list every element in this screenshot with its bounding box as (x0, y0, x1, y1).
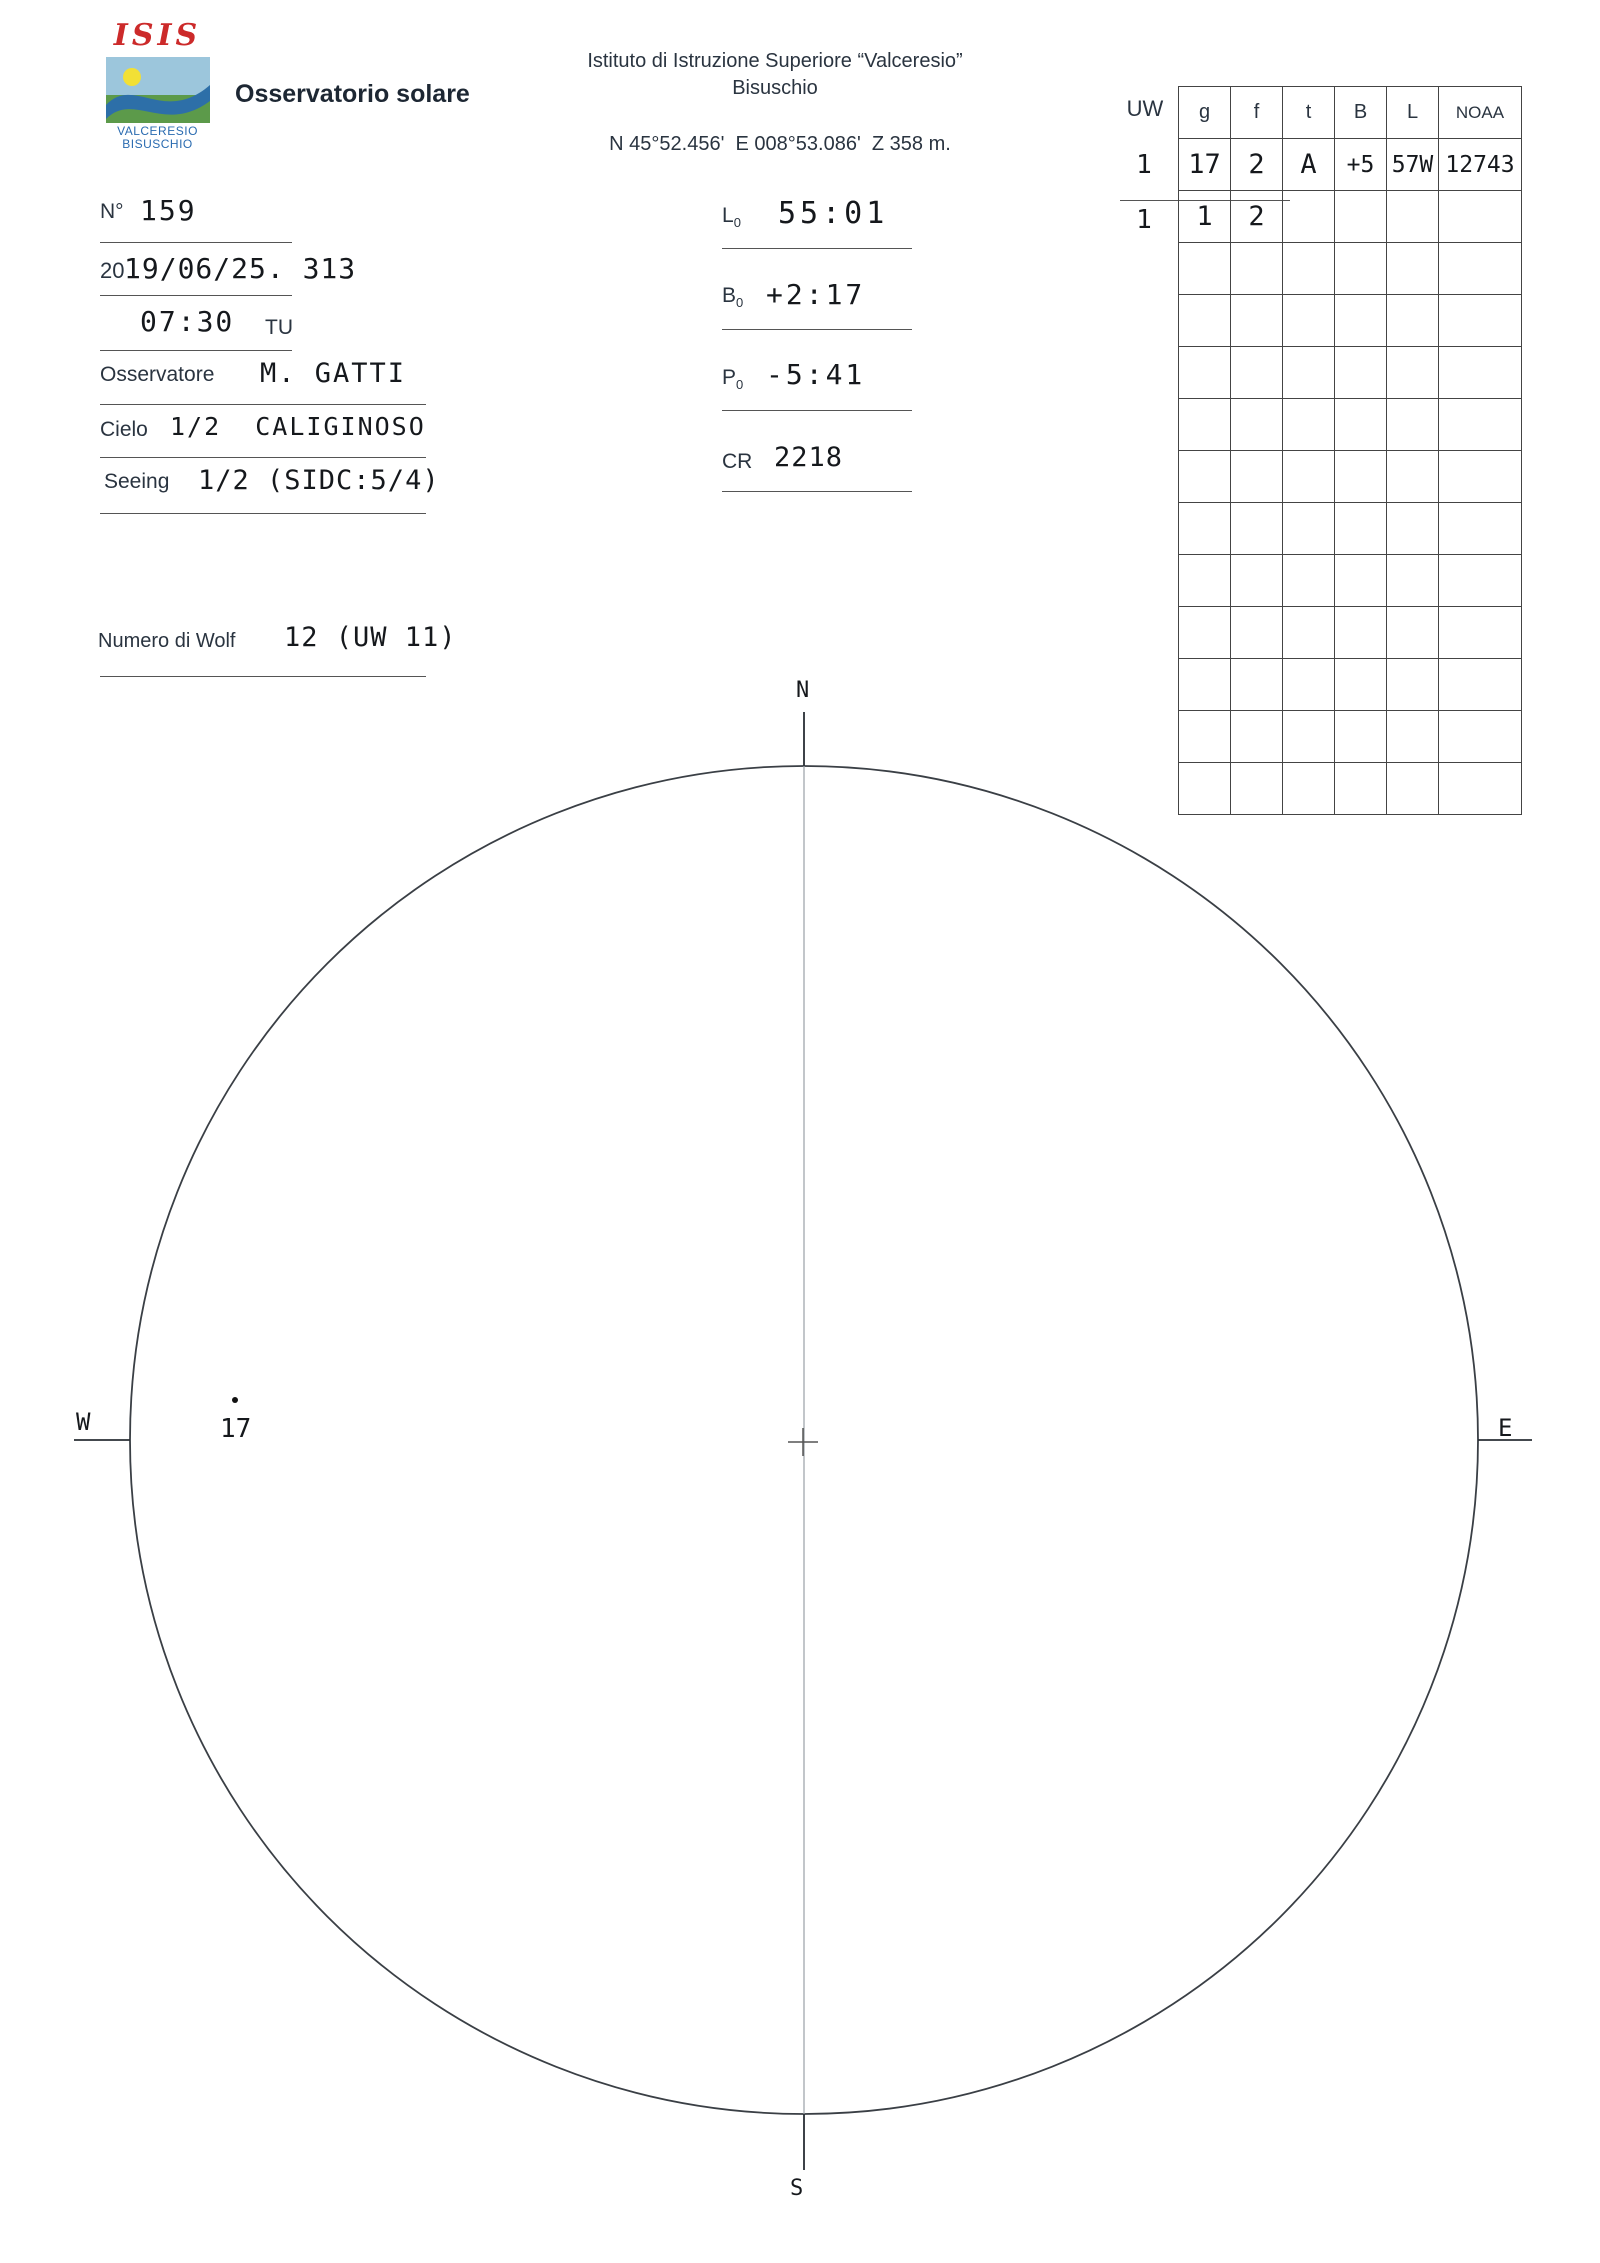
sunspot-marker (232, 1397, 238, 1403)
site-coordinates: N 45°52.456' E 008°53.086' Z 358 m. (609, 133, 951, 155)
date-value: 19/06/25. 313 (124, 252, 357, 285)
cell-f: 2 (1231, 191, 1283, 243)
date-prefix: 20 (100, 258, 125, 283)
cell-f: 2 (1231, 139, 1283, 191)
uw-header: UW (1126, 96, 1164, 121)
b0-letter: B (722, 284, 737, 307)
logo-wordmark: ISIS (113, 18, 202, 53)
cell-g: 1 (1179, 191, 1231, 243)
b0-value: +2:17 (766, 278, 866, 311)
wolf-label: Numero di Wolf (98, 630, 236, 652)
cell-t: A (1283, 139, 1335, 191)
header-b: B (1335, 87, 1387, 139)
header-f: f (1231, 87, 1283, 139)
east-label: E (1498, 1414, 1513, 1442)
header-noaa: NOAA (1439, 87, 1522, 139)
number-label: N° (100, 200, 124, 223)
cr-label: CR (722, 450, 753, 473)
uw-value-1: 1 (1136, 150, 1154, 180)
b0-subscript: 0 (736, 295, 744, 311)
sunspot-group-label: 17 (220, 1414, 252, 1444)
observer-value: M. GATTI (260, 358, 407, 389)
sky-label: Cielo (100, 418, 148, 441)
header-l: L (1387, 87, 1439, 139)
header-g: g (1179, 87, 1231, 139)
time-value: 07:30 (140, 305, 235, 338)
south-label: S (790, 2176, 804, 2201)
p0-value: -5:41 (766, 358, 866, 391)
seeing-label: Seeing (104, 470, 170, 493)
cell-g: 17 (1179, 139, 1231, 191)
north-label: N (796, 678, 810, 703)
p0-letter: P (722, 366, 737, 389)
l0-value: 55:01 (778, 196, 889, 231)
sky-value: 1/2 CALIGINOSO (170, 412, 426, 441)
cell-b: +5 (1335, 139, 1387, 191)
west-label: W (76, 1408, 91, 1436)
l0-letter: L (722, 204, 734, 227)
cell-l: 57W (1387, 139, 1439, 191)
uw-value-2: 1 (1136, 205, 1154, 235)
institute-town: Bisuschio (732, 77, 818, 99)
observatory-title: Osservatorio solare (235, 80, 470, 108)
logo-subtitle-2: BISUSCHIO (122, 137, 193, 151)
seeing-value: 1/2 (SIDC:5/4) (198, 465, 440, 496)
p0-subscript: 0 (736, 377, 744, 393)
institute-name: Istituto di Istruzione Superiore “Valceresio” (587, 50, 963, 72)
wolf-value: 12 (UW 11) (284, 622, 457, 653)
cr-value: 2218 (774, 442, 844, 473)
time-suffix: TU (265, 316, 293, 339)
header-t: t (1283, 87, 1335, 139)
observer-label: Osservatore (100, 363, 215, 386)
number-value: 159 (140, 194, 197, 227)
logo-subtitle-1: VALCERESIO (117, 124, 198, 138)
cell-noaa: 12743 (1439, 139, 1522, 191)
l0-subscript: 0 (733, 215, 741, 231)
